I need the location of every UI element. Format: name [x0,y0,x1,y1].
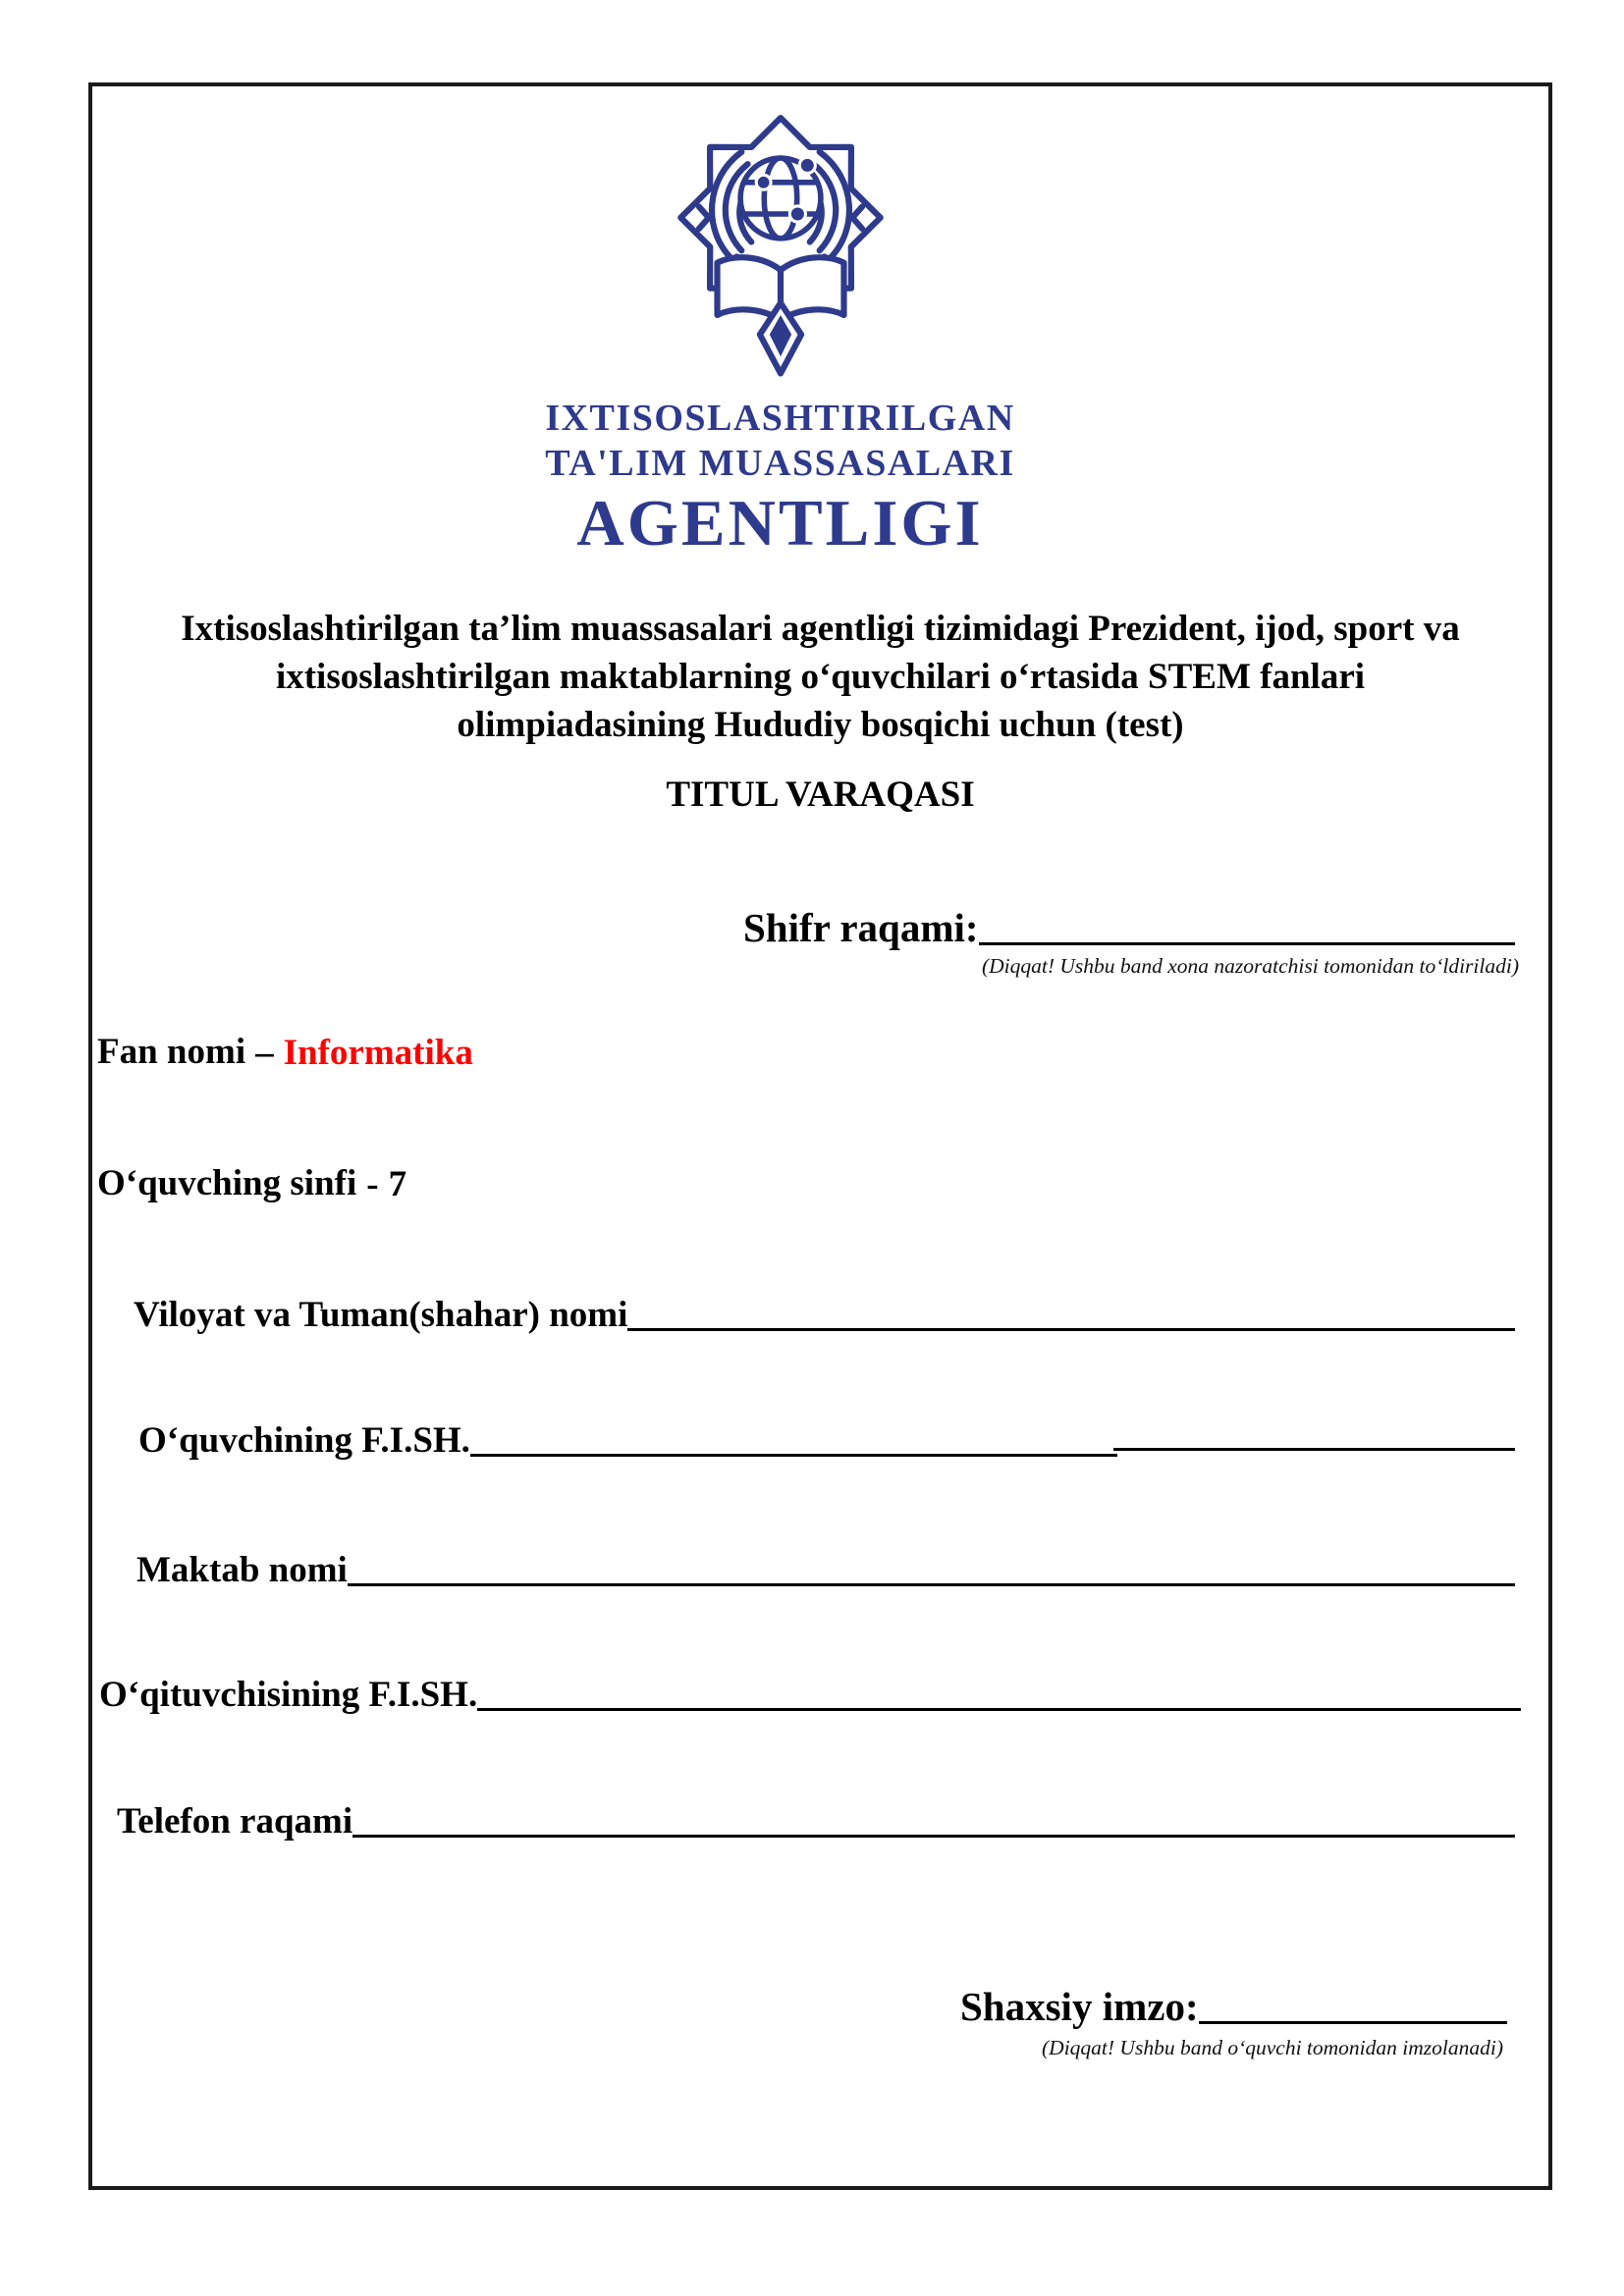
agency-emblem-icon [659,108,902,386]
title-line-1: Ixtisoslashtirilgan ta’lim muassasalari agentligi tizimidagi Prezident, ijod, sport va [181,609,1460,649]
subject-separator: – [255,1032,274,1073]
school-name-blank-line [348,1583,1515,1586]
title-line-2: ixtisoslashtirilgan maktablarning o‘quvchilari o‘rtasida STEM fanlari [275,657,1366,697]
teacher-name-blank-line [477,1708,1521,1711]
field-phone-number [117,1800,1515,1843]
region-blank-line [627,1328,1515,1331]
subject-value: Informatika [283,1032,473,1073]
field-signature [960,1983,1507,2030]
grade-label: O‘quvching sinfi [97,1163,357,1203]
student-name-blank-line-2 [1113,1448,1515,1451]
field-subject [97,1031,473,1074]
org-name-line1: IXTISOSLASHTIRILGAN [545,398,1015,439]
phone-number-blank-line [352,1835,1515,1838]
field-student-name [138,1419,1515,1463]
grade-value: 7 [388,1163,407,1204]
cipher-blank-line [979,942,1515,945]
field-school-name [136,1549,1515,1592]
signature-note: (Diqqat! Ushbu band o‘quvchi tomonidan imzolanadi) [1042,2036,1503,2059]
field-teacher-name [99,1674,1521,1717]
org-name-line3: AGENTLIGI [576,487,984,560]
grade-separator: - [366,1163,379,1204]
page-border-frame [88,82,1552,2190]
agency-logo [52,108,1508,560]
signature-blank-line [1199,2021,1507,2024]
phone-number-label: Telefon raqami [117,1801,353,1842]
cipher-label: Shifr raqami: [743,905,979,950]
field-region [134,1294,1515,1337]
student-name-blank-line-1 [470,1454,1117,1457]
field-cipher-number [743,904,1515,951]
signature-label: Shaxsiy imzo: [960,1984,1199,2029]
document-title [92,605,1548,749]
student-name-label: O‘quvchining F.I.SH. [138,1420,470,1461]
subject-label: Fan nomi [97,1032,246,1072]
region-label: Viloyat va Tuman(shahar) nomi [134,1295,628,1335]
org-name-line2: TA'LIM MUASSASALARI [545,443,1015,484]
teacher-name-label: O‘qituvchisining F.I.SH. [99,1675,478,1715]
title-line-3: olimpiadasining Hududiy bosqichi uchun (test) [457,705,1184,745]
field-grade [97,1162,406,1205]
school-name-label: Maktab nomi [136,1550,348,1590]
cipher-note: (Diqqat! Ushbu band xona nazoratchisi tomonidan to‘ldiriladi) [981,954,1519,978]
document-subtitle: TITUL VARAQASI [666,774,975,815]
